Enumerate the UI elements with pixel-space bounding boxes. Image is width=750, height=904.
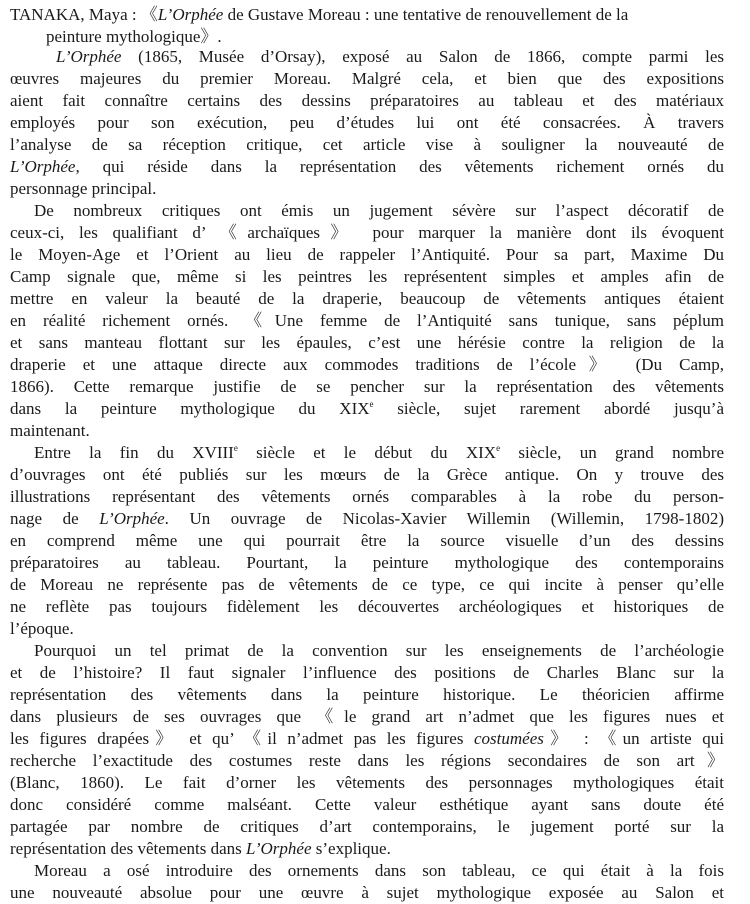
text-line: personnage principal. xyxy=(10,179,157,198)
article-header xyxy=(10,4,740,48)
text-line: d’ouvrages ont été publiés sur les mœurs de la Grèce antique. On y trouve des xyxy=(10,465,724,484)
text-line: aient fait connaître certains des dessins préparatoires au tableau et des matériaux xyxy=(10,91,724,110)
text-line: œuvres majeures du premier Moreau. Malgré cela, et bien que des expositions xyxy=(10,69,724,88)
text-line: et sans manteau flottant sur les épaules, c’est une hérésie contre la religion de la xyxy=(10,333,724,352)
paragraph-4 xyxy=(10,640,736,860)
text-line: Pourquoi un tel primat de la convention sur les enseignements de l’archéologie xyxy=(34,641,724,660)
text-line: les figures drapées》 et qu’ 《il n’admet pas les figures costumées》 : 《un artiste qui xyxy=(10,729,724,748)
text-line: l’époque. xyxy=(10,619,74,638)
text-line: draperie et une attaque directe aux commodes traditions de l’école》 (Du Camp, xyxy=(10,355,724,374)
paragraph-3 xyxy=(10,442,736,640)
text-line: Camp signale que, même si les peintres les représentent simples et amples afin de xyxy=(10,267,724,286)
text-line: employés pour son exécution, peu d’études lui ont été consacrées. À travers xyxy=(10,113,724,132)
text-line: dans plusieurs de ses ouvrages que 《le grand art n’admet que les figures nues et xyxy=(10,707,724,726)
text-line: Entre la fin du XVIIIe siècle et le début du XIXe siècle, un grand nombre xyxy=(34,443,724,462)
text-line: l’analyse de sa réception critique, cet article vise à souligner la nouveauté de xyxy=(10,135,724,154)
text-line: donc considéré comme malséant. Cette valeur esthétique ayant sans doute été xyxy=(10,795,724,814)
header-line-1: TANAKA, Maya : 《L’Orphée de Gustave Moreau : une tentative de renouvellement de la xyxy=(10,5,629,24)
text-line: en réalité richement ornés. 《Une femme de l’Antiquité sans tunique, sans péplum xyxy=(10,311,724,330)
text-line: ceux-ci, les qualifiant d’ 《archaïques》 pour marquer la manière dont ils évoquent xyxy=(10,223,724,242)
text-line: dans la peinture mythologique du XIXe siècle, sujet rarement abordé jusqu’à xyxy=(10,399,725,418)
text-line: nage de L’Orphée. Un ouvrage de Nicolas-Xavier Willemin (Willemin, 1798-1802) xyxy=(10,509,724,528)
text-line: mettre en valeur la beauté de la draperie, beaucoup de vêtements antiques étaient xyxy=(10,289,724,308)
header-line-2: peinture mythologique》. xyxy=(46,27,222,46)
paragraph-2 xyxy=(10,200,736,442)
text-line: représentation des vêtements dans L’Orphée s’explique. xyxy=(10,839,391,858)
text-line: Moreau a osé introduire des ornements dans son tableau, ce qui était à la fois xyxy=(34,861,724,880)
article-body xyxy=(10,46,736,904)
text-line: ne reflète pas toujours fidèlement les découvertes archéologiques et historiques de xyxy=(10,597,724,616)
text-line: De nombreux critiques ont émis un jugement sévère sur l’aspect décoratif de xyxy=(34,201,724,220)
text-line: le Moyen-Age et l’Orient au lieu de rappeler l’Antiquité. Pour sa part, Maxime Du xyxy=(10,245,724,264)
text-line: une nouveauté absolue pour une œuvre à sujet mythologique exposée au Salon et xyxy=(10,883,724,902)
text-line: préparatoires au tableau. Pourtant, la peinture mythologique des contemporains xyxy=(10,553,724,572)
text-line: et de l’histoire? Il faut signaler l’influence des positions de Charles Blanc sur la xyxy=(10,663,724,682)
text-line: de Moreau ne représente pas de vêtements de ce type, ce qui incite à penser qu’elle xyxy=(10,575,724,594)
text-line: (Blanc, 1860). Le fait d’orner les vêtements des personnages mythologiques était xyxy=(10,773,724,792)
text-line: illustrations représentant des vêtements ornés comparables à la robe du person- xyxy=(10,487,724,506)
text-line: L’Orphée (1865, Musée d’Orsay), exposé au Salon de 1866, compte parmi les xyxy=(56,47,724,66)
text-line: représentation des vêtements dans la peinture historique. Le théoricien affirme xyxy=(10,685,724,704)
paragraph-5 xyxy=(10,860,736,904)
text-line: recherche l’exactitude des costumes reste dans les régions secondaires de son art》 xyxy=(10,751,724,770)
text-line: 1866). Cette remarque justifie de se pencher sur la représentation des vêtements xyxy=(10,377,724,396)
paragraph-1 xyxy=(10,46,736,200)
text-line: partagée par nombre de critiques d’art contemporains, le jugement porté sur la xyxy=(10,817,724,836)
text-line: en comprend même une qui pourrait être la source visuelle d’un des dessins xyxy=(10,531,724,550)
text-line: L’Orphée, qui réside dans la représentation des vêtements richement ornés du xyxy=(10,157,724,176)
text-line: maintenant. xyxy=(10,421,90,440)
